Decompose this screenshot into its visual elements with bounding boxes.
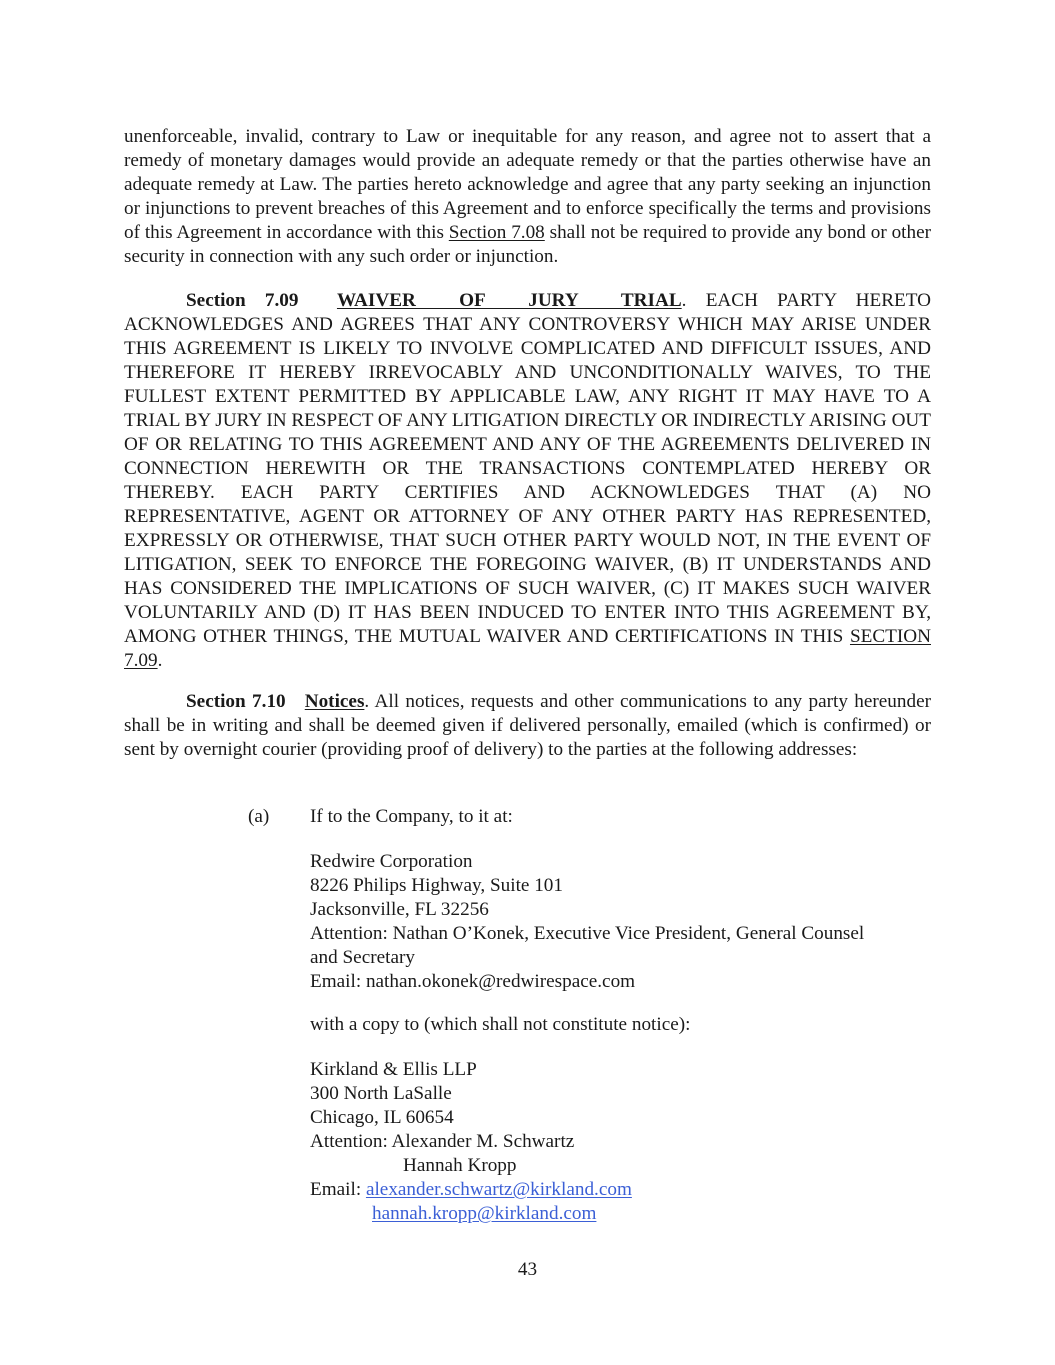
section-body: EACH PARTY HERETO ACKNOWLEDGES AND AGREES THAT ANY CONTROVERSY WHICH MAY ARISE UNDER THIS AGREEMENT IS LIKELY TO INVOLVE COMPLICATED AND DIFFICULT ISSUES, AND THEREFORE IT HEREBY IRREVOCABLY AND UNCONDITIONALLY WAIVES, TO THE FULLEST EXTENT PERMITTED BY APPLICABLE LAW, ANY RIGHT IT MAY HAVE TO A TRIAL BY JURY IN RESPECT OF ANY LITIGATION DIRECTLY OR INDIRECTLY ARISING OUT OF OR RELATING TO THIS AGREEMENT AND ANY OF THE AGREEMENTS DELIVERED IN CONNECTION HEREWITH OR THE TRANSACTIONS CONTEMPLATED HEREBY OR THEREBY. EACH PARTY CERTIFIES AND ACKNOWLEDGES THAT (A) NO REPRESENTATIVE, AGENT OR ATTORNEY OF ANY OTHER PARTY HAS REPRESENTED, EXPRESSLY OR OTHERWISE, THAT SUCH OTHER PARTY WOULD NOT, IN THE EVENT OF LITIGATION, SEEK TO ENFORCE THE FOREGOING WAIVER, (B) IT UNDERSTANDS AND HAS CONSIDERED THE IMPLICATIONS OF SUCH WAIVER, (C) IT MAKES SUCH WAIVER VOLUNTARILY AND (D) IT HAS BEEN INDUCED TO ENTER INTO THIS AGREEMENT BY, AMONG OTHER THINGS, THE MUTUAL WAIVER AND CERTIFICATIONS IN THIS xyxy=(124,290,931,647)
item-a-label: (a) xyxy=(248,806,270,827)
company-attention-cont: and Secretary xyxy=(310,947,415,968)
company-name: Redwire Corporation xyxy=(310,851,473,872)
title-punctuation: . xyxy=(681,290,687,311)
end-punctuation: . xyxy=(157,650,163,671)
company-city: Jacksonville, FL 32256 xyxy=(310,899,489,920)
section-7-09-paragraph xyxy=(124,289,931,673)
attention-name-1: Alexander M. Schwartz xyxy=(391,1131,575,1152)
section-number: Section 7.10 xyxy=(186,691,286,712)
counsel-city: Chicago, IL 60654 xyxy=(310,1107,454,1128)
page-number: 43 xyxy=(517,1259,538,1280)
attention-label: Attention: xyxy=(310,1131,392,1152)
title-punctuation: . xyxy=(364,691,370,712)
section-number: Section 7.09 xyxy=(186,290,299,311)
continuation-paragraph xyxy=(124,125,931,269)
counsel-email-2 xyxy=(310,1202,930,1226)
section-7-10-paragraph xyxy=(124,690,931,762)
section-7-09-reference: SECTION 7.09 xyxy=(124,626,931,671)
attention-name-2: Hannah Kropp xyxy=(403,1155,517,1176)
section-7-08-reference: Section 7.08 xyxy=(448,222,545,243)
counsel-address-block xyxy=(310,1058,930,1226)
company-street: 8226 Philips Highway, Suite 101 xyxy=(310,875,563,896)
email-link-kropp[interactable]: hannah.kropp@kirkland.com xyxy=(372,1203,597,1224)
counsel-attention xyxy=(310,1130,930,1154)
counsel-street: 300 North LaSalle xyxy=(310,1083,452,1104)
company-attention: Attention: Nathan O’Konek, Executive Vice President, General Counsel xyxy=(310,923,865,944)
section-title: Notices xyxy=(304,691,365,712)
counsel-email xyxy=(310,1178,930,1202)
company-email: Email: nathan.okonek@redwirespace.com xyxy=(310,971,636,992)
section-title: WAIVER OF JURY TRIAL xyxy=(336,290,682,311)
counsel-firm: Kirkland & Ellis LLP xyxy=(310,1059,477,1080)
copy-note: with a copy to (which shall not constitute notice): xyxy=(310,1014,691,1035)
email-label: Email: xyxy=(310,1179,366,1200)
section-body: All notices, requests and other communications to any party hereunder shall be in writing and shall be deemed given if delivered personally, emailed (which is confirmed) or sent by overnight courier (providing proof of delivery) to the parties at the following addresses: xyxy=(124,691,931,760)
item-a-text: If to the Company, to it at: xyxy=(310,806,513,827)
paragraph-text: unenforceable, invalid, contrary to Law or inequitable for any reason, and agree not to assert that a remedy of monetary damages would provide an adequate remedy or that the parties otherwise have an adequate remedy at Law. The parties hereto acknowledge and agree that any party seeking an injunction or injunctions to prevent breaches of this Agreement and to enforce specifically the terms and provisions of this Agreement in accordance with this xyxy=(124,126,931,243)
email-link-schwartz[interactable]: alexander.schwartz@kirkland.com xyxy=(365,1179,632,1200)
paragraph-text: shall not be required to provide any bond or other security in connection with any such order or injunction. xyxy=(124,222,931,267)
company-address-block xyxy=(310,850,930,994)
